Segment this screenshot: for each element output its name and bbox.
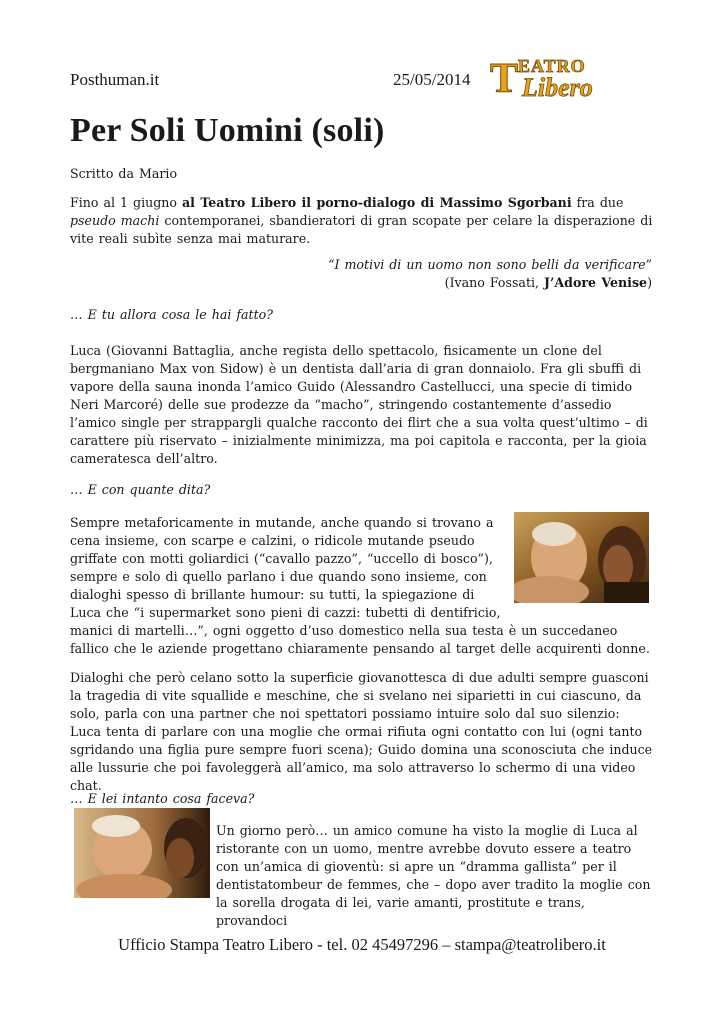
logo-text-bottom: Libero (522, 73, 593, 100)
article-author: Scritto da Mario (70, 166, 178, 181)
quote-attr-suffix: ) (647, 275, 652, 290)
epigraph-quote (290, 256, 652, 292)
article-intro (70, 194, 655, 248)
section-body-2b: Dialoghi che però celano sotto la superficie giovanottesca di due adulti sempre guasconi la tragedia di vite squallide e meschine, che si svelano nei siparietti in cui ciascuno, da solo, parla con una partner che noi spettatori possiamo intuire solo dal suo silenzio: Luca tenta di parlare con una moglie che ormai rifiuta ogni contatto con lui (ogni tanto sgridando una figlia pure sempre fuori scena); Guido domina una sconosciuta che induce alle lussurie che poi favoleggerà all’amico, ma solo attraverso lo schermo di una video chat. (70, 670, 653, 793)
quote-attribution (290, 274, 652, 292)
intro-part3: contemporanei, sbandieratori di gran scopate per celare la disperazione di vite reali subìte senza mai maturare. (70, 213, 653, 246)
section-body-2-text: Sempre metaforicamente in mutande, anche quando si trovano a cena insieme, con scarpe e calzini, o ridicole mutande pseudo griffate con motti goliardici (“cavallo pazzo”, “uccello di bosco”), sempre e solo di quello parlano i due quando sono insieme, con dialoghi spesso di brillante humour: su tutti, la spiegazione di Luca che “i supermarket sono pieni di cazzi: tubetti di dentifricio, manici di martelli…”, ogni oggetto d’uso domestico nella sua testa è un succedaneo fallico che le aziende progettano chiaramente pensando al target delle acquirenti donne. (70, 515, 650, 656)
logo-letter-t: T (490, 56, 519, 100)
section-heading-3: … E lei intanto cosa faceva? (70, 791, 255, 806)
section-heading-1: … E tu allora cosa le hai fatto? (70, 307, 274, 322)
photo-float-spacer (509, 514, 655, 606)
section-body-2 (70, 514, 655, 658)
logo-text-top: EATRO (518, 56, 586, 76)
intro-bold: al Teatro Libero il porno-dialogo di Massimo Sgorbani (181, 195, 572, 210)
quote-text: “I motivi di un uomo non sono belli da verificare” (328, 257, 652, 272)
quote-attr-prefix: (Ivano Fossati, (444, 275, 545, 290)
intro-part1: Fino al 1 giugno (70, 195, 182, 210)
header-date: 25/05/2014 (393, 70, 471, 89)
header-source: Posthuman.it (70, 70, 160, 89)
quote-attr-bold: J’Adore Venise (544, 275, 648, 290)
photo-actors-2 (74, 808, 210, 898)
section-body-3: Un giorno però… un amico comune ha visto la moglie di Luca al ristorante con un uomo, mentre avrebbe dovuto essere a teatro con un’amica di gioventù: si apre un “dramma gallista” per il dentistatombeur de femmes, che – dopo aver tradito la moglie con la sorella drogata di lei, varie amanti, prostitute e trans, provandoci (216, 823, 651, 928)
section-body-1: Luca (Giovanni Battaglia, anche regista dello spettacolo, fisicamente un clone del bergmaniano Max von Sidow) è un dentista dall’aria di gran donnaiolo. Fra gli sbuffi di vapore della sauna inonda l’amico Guido (Alessandro Castellucci, una specie di timido Neri Marcoré) delle sue prodezze da “macho”, stringendo costantemente d’assedio l’amico single per strappargli qualche racconto dei flirt che a sua volta quest’ultimo – di carattere più riservato – inizialmente minimizza, ma poi capitola e racconta, per la gioia cameratesca dell’altro. (70, 343, 648, 466)
intro-italic: pseudo machi (70, 213, 160, 228)
section-heading-2: … E con quante dita? (70, 482, 211, 497)
footer-contact: Ufficio Stampa Teatro Libero - tel. 02 45497296 – stampa@teatrolibero.it (118, 935, 606, 954)
intro-part2: fra due (571, 195, 624, 210)
teatro-libero-logo (488, 54, 628, 100)
article-title: Per Soli Uomini (soli) (70, 112, 385, 149)
